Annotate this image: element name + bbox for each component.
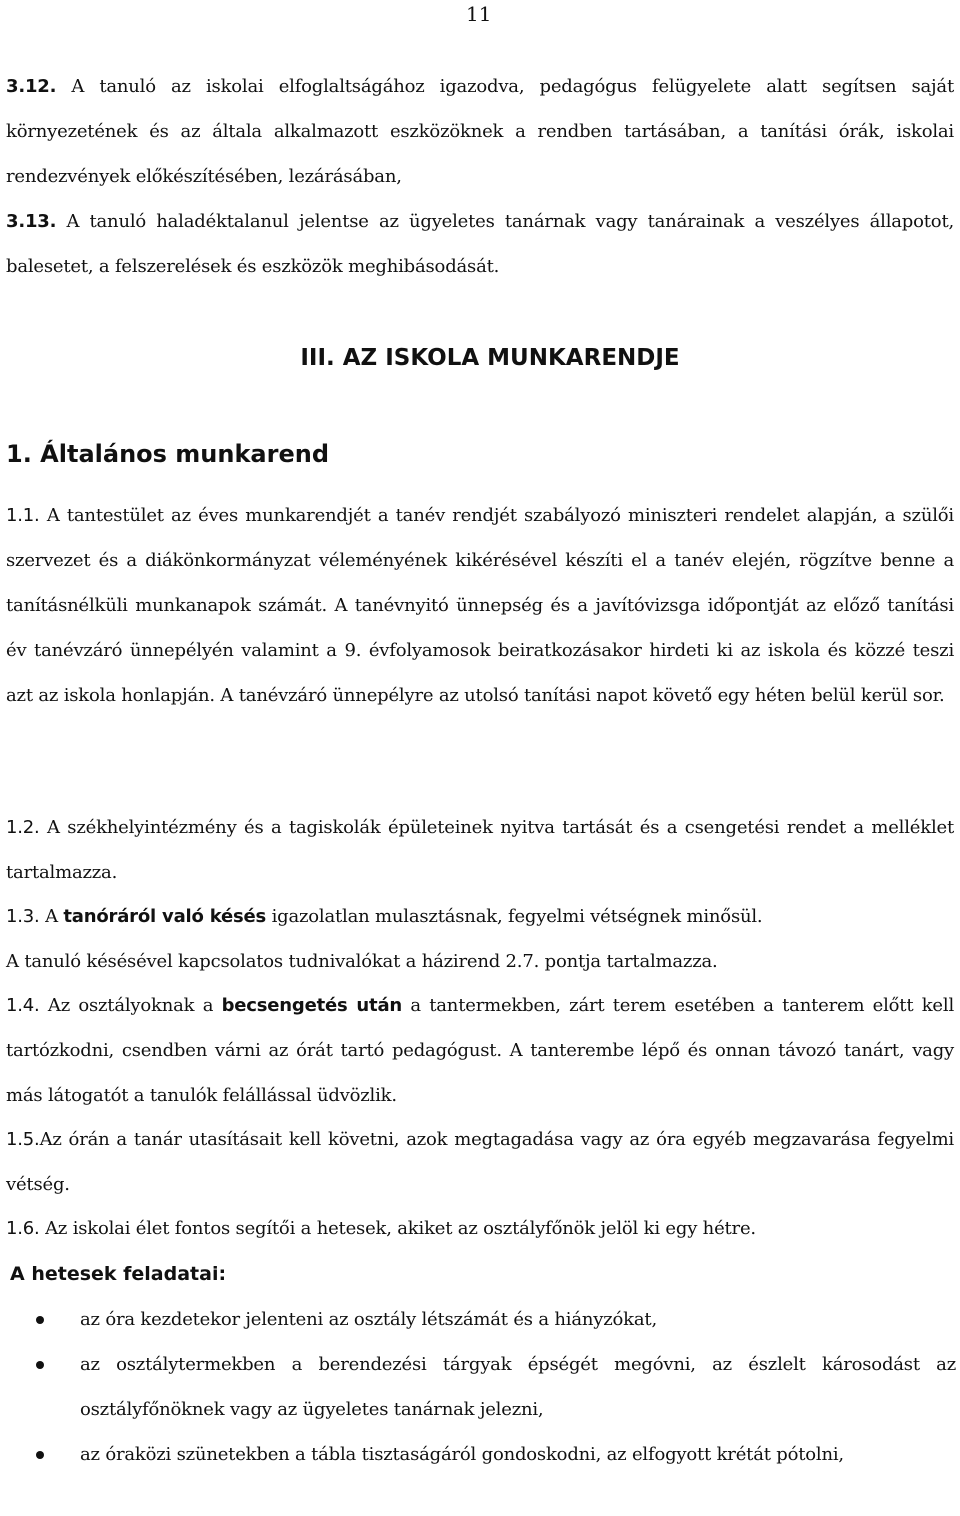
paragraph-text: Az iskolai élet fontos segítői a hetesek, akiket az osztályfőnök jelöl ki egy hétre. (39, 1218, 756, 1239)
bullet-icon (36, 1316, 44, 1324)
paragraph-1-6 (6, 1206, 954, 1251)
paragraph-text: A tanuló az iskolai elfoglaltságához igazodva, pedagógus felügyelete alatt segítsen saját környezetének és az általa alkalmazott eszközöknek a rendben tartásában, a tanítási órák, iskolai rendezvények előkészítésében, lezárásában, (6, 76, 954, 187)
paragraph-1-4 (6, 983, 954, 1118)
paragraph-number: 3.13. (6, 211, 57, 232)
list-item-text: az óra kezdetekor jelenteni az osztály létszámát és a hiányzókat, (80, 1309, 657, 1330)
paragraph-text: Az osztályoknak a (39, 995, 222, 1016)
paragraph-line: A tanuló késésével kapcsolatos tudnivalókat a házirend 2.7. pontja tartalmazza. (6, 951, 718, 972)
paragraph-text: A tantestület az éves munkarendjét a tanév rendjét szabályozó miniszteri rendelet alapján, a szülői szervezet és a diákönkormányzat véleményének kikérésével készíti el a tanév elején, rögzítve benne a tanításnélküli munkanapok számát. A tanévnyitó ünnepség és a javítóvizsga időpontját az előző tanítási év tanévzáró ünnepélyén valamint a 9. évfolyamosok beiratkozásakor hirdeti ki az iskola és közzé teszi azt az iskola honlapján. A tanévzáró ünnepélyre az utolsó tanítási napot követő egy héten belül kerül sor. (6, 505, 954, 706)
paragraph-number: 1.3. (6, 906, 40, 927)
bullet-icon (36, 1451, 44, 1459)
paragraph-number: 1.1. (6, 505, 40, 526)
paragraph-number: 1.6. (6, 1218, 40, 1239)
bullet-icon (36, 1361, 44, 1369)
page-number: 11 (466, 2, 492, 26)
paragraph-text: A (39, 906, 64, 927)
paragraph-number: 1.4. (6, 995, 40, 1016)
paragraph-number: 3.12. (6, 76, 57, 97)
paragraph-text: igazolatlan mulasztásnak, fegyelmi vétségnek minősül. (266, 906, 763, 927)
list-title: A hetesek feladatai: (10, 1263, 227, 1285)
list-item (30, 1342, 956, 1432)
paragraph-1-2 (6, 805, 954, 895)
paragraph-text: a tantermekben, zárt terem esetében a tanterem előtt kell tartózkodni, csendben várni az órát tartó pedagógust. A tanterembe lépő és onnan távozó tanárt, vagy más látogatót a tanulók felállással üdvözlik. (6, 995, 954, 1106)
paragraph-1-1 (6, 493, 954, 718)
paragraph-3-12 (6, 64, 954, 199)
section-title: 1. Általános munkarend (6, 440, 329, 468)
emphasis-text: becsengetés után (221, 995, 403, 1016)
paragraph-1-5 (6, 1117, 954, 1207)
paragraph-1-3 (6, 894, 954, 984)
emphasis-text: tanóráról való késés (63, 906, 267, 927)
paragraph-text: A székhelyintézmény és a tagiskolák épületeinek nyitva tartását és a csengetési rendet a melléklet tartalmazza. (6, 817, 954, 883)
duties-list (30, 1297, 956, 1477)
paragraph-number: 1.2. (6, 817, 40, 838)
paragraph-number: 1.5. (6, 1129, 40, 1150)
paragraph-3-13 (6, 199, 954, 289)
chapter-title: III. AZ ISKOLA MUNKARENDJE (300, 345, 680, 371)
paragraph-text: Az órán a tanár utasításait kell követni, azok megtagadása vagy az óra egyéb megzavarása fegyelmi vétség. (6, 1129, 954, 1195)
list-item (30, 1432, 956, 1477)
paragraph-text: A tanuló haladéktalanul jelentse az ügyeletes tanárnak vagy tanárainak a veszélyes állapotot, balesetet, a felszerelések és eszközök meghibásodását. (6, 211, 954, 277)
list-item-text: az osztálytermekben a berendezési tárgyak épségét megóvni, az észlelt károsodást az osztályfőnöknek vagy az ügyeletes tanárnak jelezni, (80, 1354, 956, 1420)
list-item (30, 1297, 956, 1342)
list-item-text: az óraközi szünetekben a tábla tisztaságáról gondoskodni, az elfogyott krétát pótolni, (80, 1444, 844, 1465)
